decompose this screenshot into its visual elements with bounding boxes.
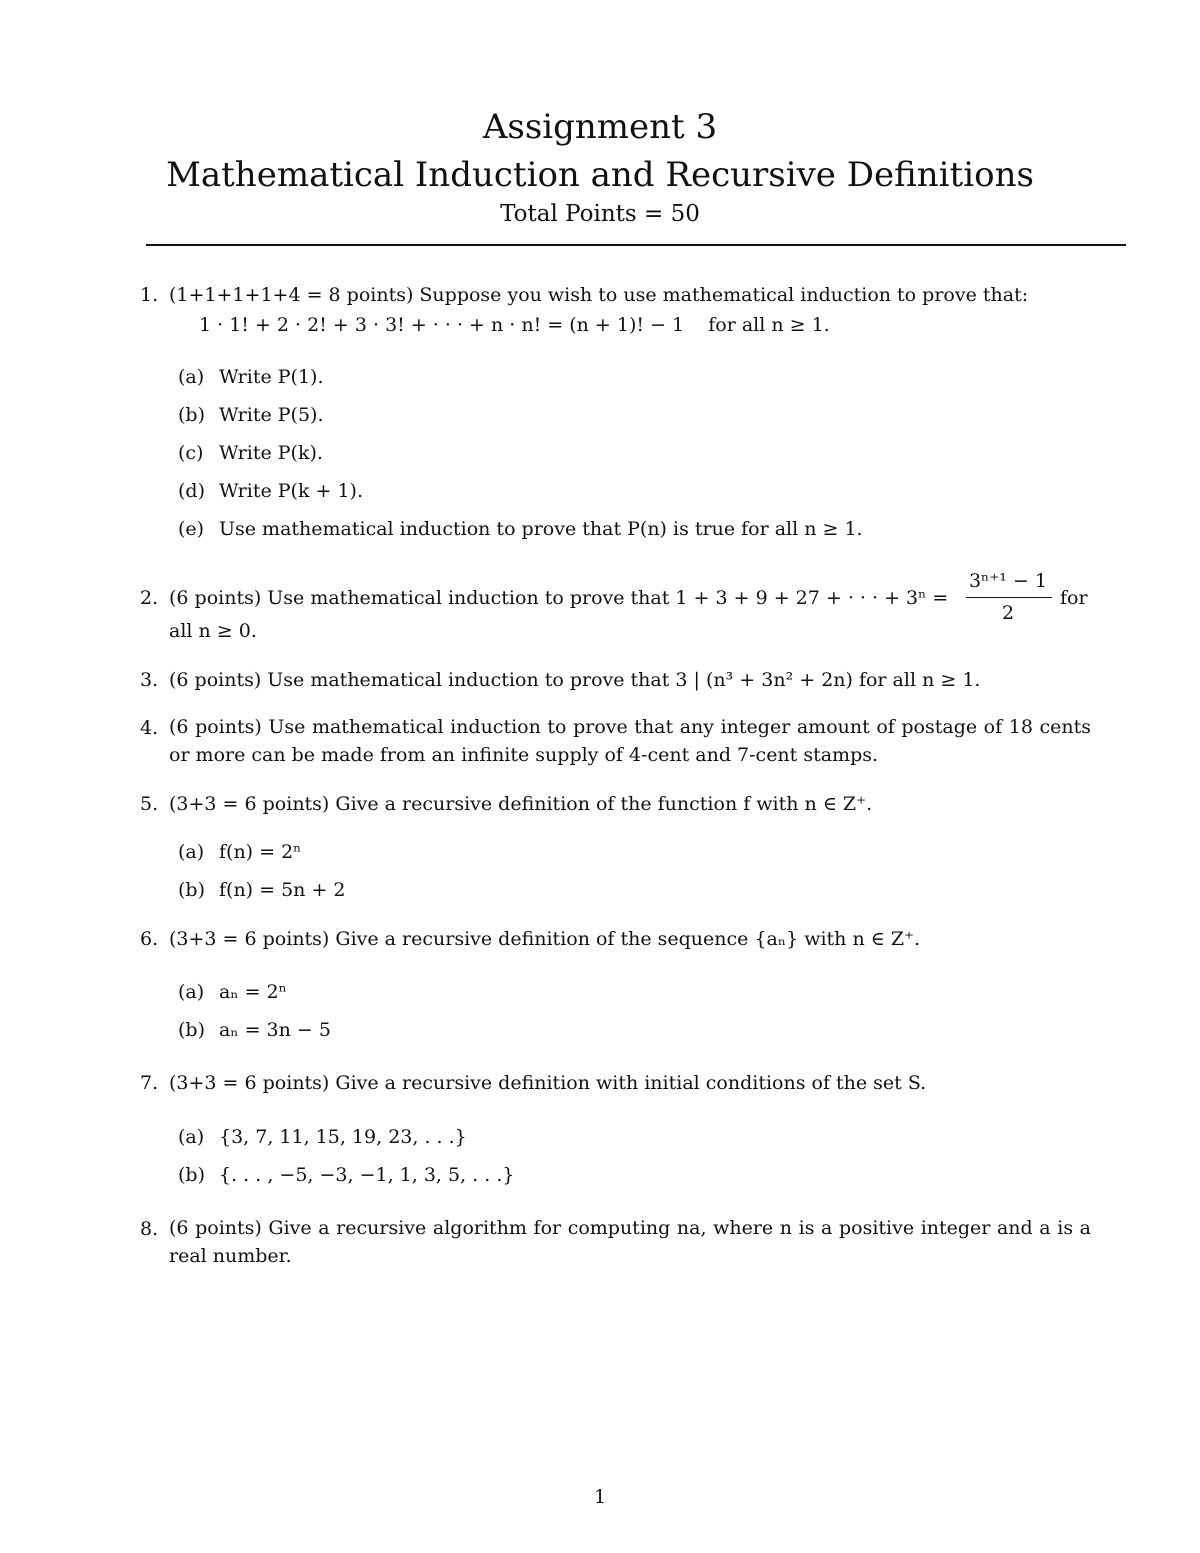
- q8-number: 8.: [140, 1218, 159, 1240]
- q3-number: 3.: [140, 669, 159, 691]
- q6-number: 6.: [140, 928, 159, 950]
- q1-part-b-label: (b): [178, 404, 205, 426]
- q1-part-e-text: Use mathematical induction to prove that P(n) is true for all n ≥ 1.: [219, 518, 863, 540]
- q4-number: 4.: [140, 717, 159, 739]
- page-number: 1: [593, 1486, 607, 1508]
- q1-part-b-text: Write P(5).: [219, 404, 324, 426]
- q7-part-a-label: (a): [178, 1126, 205, 1148]
- q7-part-b-text: {. . . , −5, −3, −1, 1, 3, 5, . . .}: [219, 1164, 515, 1186]
- q2-number: 2.: [140, 587, 159, 609]
- q2-text-for: for: [1060, 587, 1088, 609]
- header-rule: [146, 244, 1126, 246]
- q7-part-b-label: (b): [178, 1164, 205, 1186]
- q3-text: (6 points) Use mathematical induction to prove that 3 | (n³ + 3n² + 2n) for all n ≥ 1.: [169, 669, 981, 691]
- q4-text: (6 points) Use mathematical induction to prove that any integer amount of postage of 18 cents or more can be made from an infinite supply of 4-cent and 7-cent stamps.: [169, 716, 1091, 766]
- q1-part-d-text: Write P(k + 1).: [219, 480, 364, 502]
- q5-part-b-text: f(n) = 5n + 2: [219, 879, 346, 901]
- q2-text-line2: all n ≥ 0.: [169, 620, 257, 642]
- q5-part-a-label: (a): [178, 841, 205, 863]
- q1-part-a-text: Write P(1).: [219, 366, 324, 388]
- q1-part-a-label: (a): [178, 366, 205, 388]
- doc-subtitle: Mathematical Induction and Recursive Definitions: [166, 155, 1034, 195]
- q6-part-b-text: aₙ = 3n − 5: [219, 1019, 331, 1041]
- q7-text: (3+3 = 6 points) Give a recursive definition with initial conditions of the set S.: [169, 1072, 927, 1094]
- q1-part-c-label: (c): [178, 442, 204, 464]
- q5-part-b-label: (b): [178, 879, 205, 901]
- q2-fraction-denominator: 2: [1001, 602, 1015, 624]
- q5-number: 5.: [140, 793, 159, 815]
- q7-number: 7.: [140, 1072, 159, 1094]
- q2-text: (6 points) Use mathematical induction to prove that 1 + 3 + 9 + 27 + · · · + 3ⁿ =: [169, 587, 949, 609]
- total-points: Total Points = 50: [500, 201, 700, 227]
- q1-part-d-label: (d): [178, 480, 205, 502]
- q2-fraction-bar: [966, 597, 1052, 598]
- doc-title: Assignment 3: [482, 107, 718, 147]
- q6-part-a-label: (a): [178, 981, 205, 1003]
- q6-part-b-label: (b): [178, 1019, 205, 1041]
- q5-text: (3+3 = 6 points) Give a recursive definition of the function f with n ∈ Z⁺.: [169, 793, 873, 815]
- q1-part-c-text: Write P(k).: [219, 442, 323, 464]
- q7-part-a-text: {3, 7, 11, 15, 19, 23, . . .}: [219, 1126, 467, 1148]
- q6-part-a-text: aₙ = 2ⁿ: [219, 981, 287, 1003]
- q1-number: 1.: [140, 284, 159, 306]
- q1-text: (1+1+1+1+4 = 8 points) Suppose you wish to use mathematical induction to prove that:: [169, 284, 1029, 306]
- q2-fraction-numerator: 3ⁿ⁺¹ − 1: [968, 570, 1048, 592]
- q1-part-e-label: (e): [178, 518, 205, 540]
- q8-text: (6 points) Give a recursive algorithm for computing na, where n is a positive integer and a is a real number.: [169, 1217, 1091, 1267]
- q1-equation: 1 · 1! + 2 · 2! + 3 · 3! + · · · + n · n! = (n + 1)! − 1 for all n ≥ 1.: [199, 314, 830, 336]
- q6-text: (3+3 = 6 points) Give a recursive definition of the sequence {aₙ} with n ∈ Z⁺.: [169, 928, 921, 950]
- q5-part-a-text: f(n) = 2ⁿ: [219, 841, 302, 863]
